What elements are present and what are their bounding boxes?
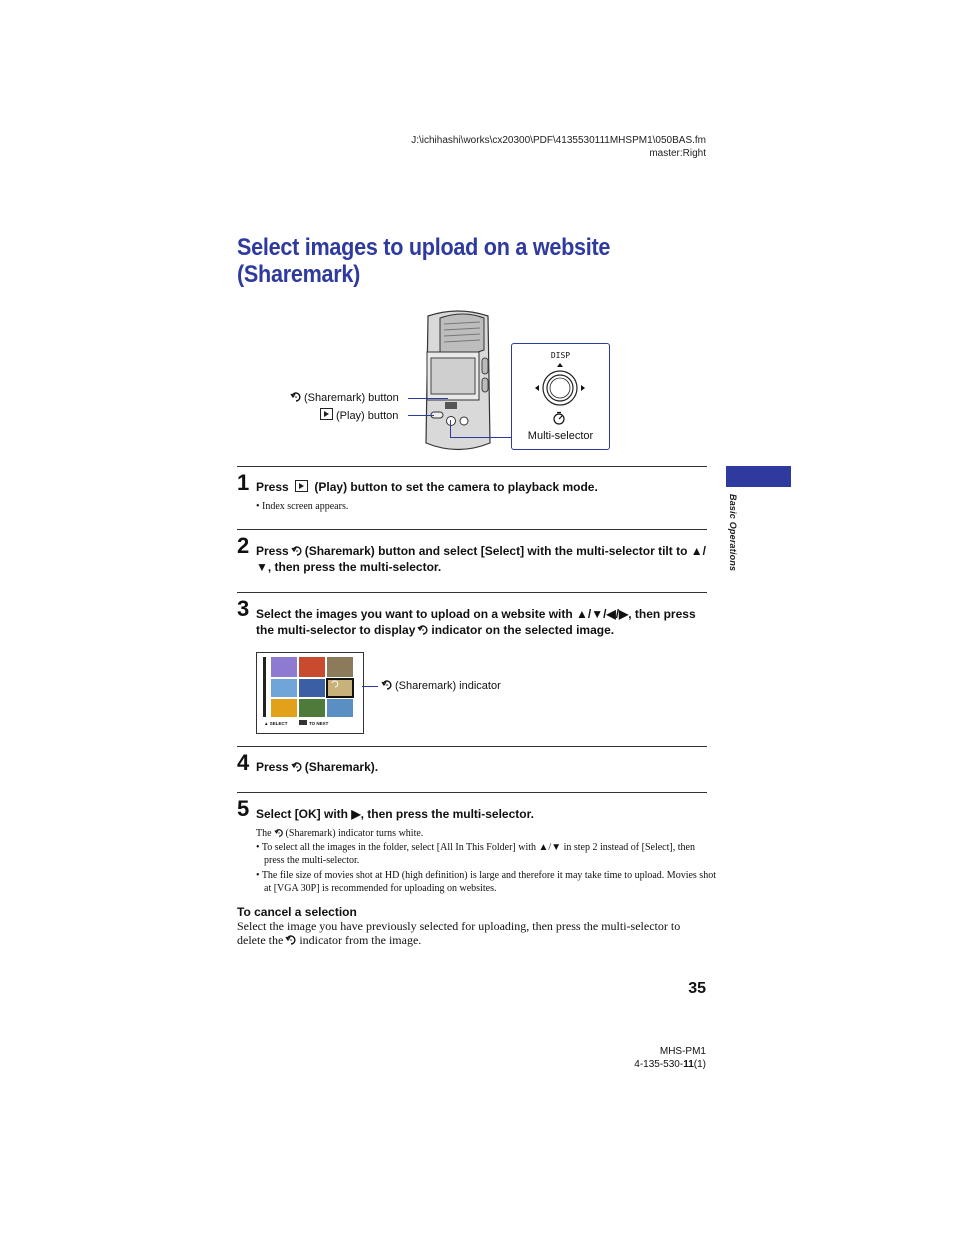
play-icon [295,480,308,492]
step-2-rule [237,529,707,530]
sharemark-indicator-label: (Sharemark) indicator [395,680,501,692]
step-2-number: 2 [237,533,250,558]
master-label: master:Right [649,148,706,159]
cancel-text [237,919,707,947]
step-5-rule [237,792,707,793]
self-timer-icon [552,411,568,427]
step-1-rule [237,466,707,467]
title-line-2: (Sharemark) [237,261,361,288]
sharemark-icon [291,761,303,773]
step-3-text-a: Select the images you want to upload on a website with ▲/▼/◀/▶, then press the multi-selector to display [256,607,696,637]
file-header [411,134,706,160]
sharemark-icon [285,934,297,946]
step-5-note-b: (Sharemark) indicator turns white. [285,828,424,839]
sharemark-icon [290,391,302,403]
svg-text:▲ SELECT: ▲ SELECT [264,721,288,726]
step-3-number: 3 [237,596,250,621]
index-screen-illustration [256,652,364,734]
step-5-note-intro [256,827,708,840]
selector-leader-horiz [450,437,512,438]
index-next-label: TO NEXT [309,721,329,726]
part-code [634,1058,706,1071]
step-5-number: 5 [237,796,250,821]
step-5-text: Select [OK] with ▶, then press the multi-selector. [256,807,534,821]
play-button-callout [317,408,412,423]
step-5-note-a: The [256,828,272,839]
step-5-bullet-2: • The file size of movies shot at HD (high definition) is large and therefore it may take time to upload. Movies shot at [VGA 30P] is recommended for uploading on websites. [256,870,716,894]
sharemark-indicator-callout [379,679,501,693]
step-1-text-a: Press [256,480,289,494]
disp-label: DISP [550,351,571,360]
cancel-text-b: indicator from the image. [299,933,422,947]
step-4-number: 4 [237,750,250,775]
selector-leader-vert [450,420,451,438]
play-icon [320,408,333,420]
multi-selector-callout-box [511,343,610,450]
step-1-note: • Index screen appears. [256,501,349,512]
sharemark-icon [274,828,284,838]
step-4-text-a: Press [256,760,289,774]
model-number: MHS-PM1 [659,1046,706,1057]
step-4-rule [237,746,707,747]
sharemark-leader-line [408,398,448,399]
step-2-text [256,543,708,575]
page-number: 35 [688,980,706,997]
title-line-1: Select images to upload on a website [237,234,611,261]
multi-selector-dial [532,362,588,418]
cancel-text-a: Select the image you have previously selected for uploading, then press the multi-selector to delete the [237,919,681,947]
step-2-text-a: Press [256,544,289,558]
sharemark-icon [291,545,303,557]
step-2-text-b: (Sharemark) button and select [Select] with the multi-selector tilt to ▲/▼, then press the multi-selector. [256,544,706,574]
step-3-rule [237,592,707,593]
step-5-bullet-1: • To select all the images in the folder, select [All In This Folder] with ▲/▼ in step 2 instead of [Select], then press the multi-selector. [256,842,695,866]
sharemark-icon [417,624,429,636]
footer [634,1045,706,1071]
multi-selector-label: Multi-selector [527,430,594,442]
part-code-a: 4-135-530- [634,1059,684,1070]
index-select-label: SELECT [269,721,288,726]
part-code-c: (1) [693,1059,706,1070]
step-1-text-b: (Play) button to set the camera to playback mode. [314,480,598,494]
camera-illustration [418,308,498,454]
step-1-number: 1 [237,470,250,495]
sharemark-button-callout [288,391,408,405]
page-title [237,234,651,288]
file-path: J:\ichihashi\works\cx20300\PDF\4135530111MHSPM1\050BAS.fm [411,135,706,146]
section-tab [726,466,791,487]
section-tab-label: Basic Operations [728,494,738,572]
sharemark-icon [381,679,393,691]
step-3-text-b: indicator on the selected image. [431,623,615,637]
step-1-text [256,479,708,495]
part-code-b: 11 [683,1059,694,1070]
cancel-heading: To cancel a selection [237,905,357,919]
indicator-leader-line [362,686,378,687]
play-button-label: (Play) button [336,410,399,422]
sharemark-button-label: (Sharemark) button [304,392,399,404]
step-3-text [256,606,708,638]
step-4-text [256,759,708,775]
step-4-text-b: (Sharemark). [304,760,379,774]
